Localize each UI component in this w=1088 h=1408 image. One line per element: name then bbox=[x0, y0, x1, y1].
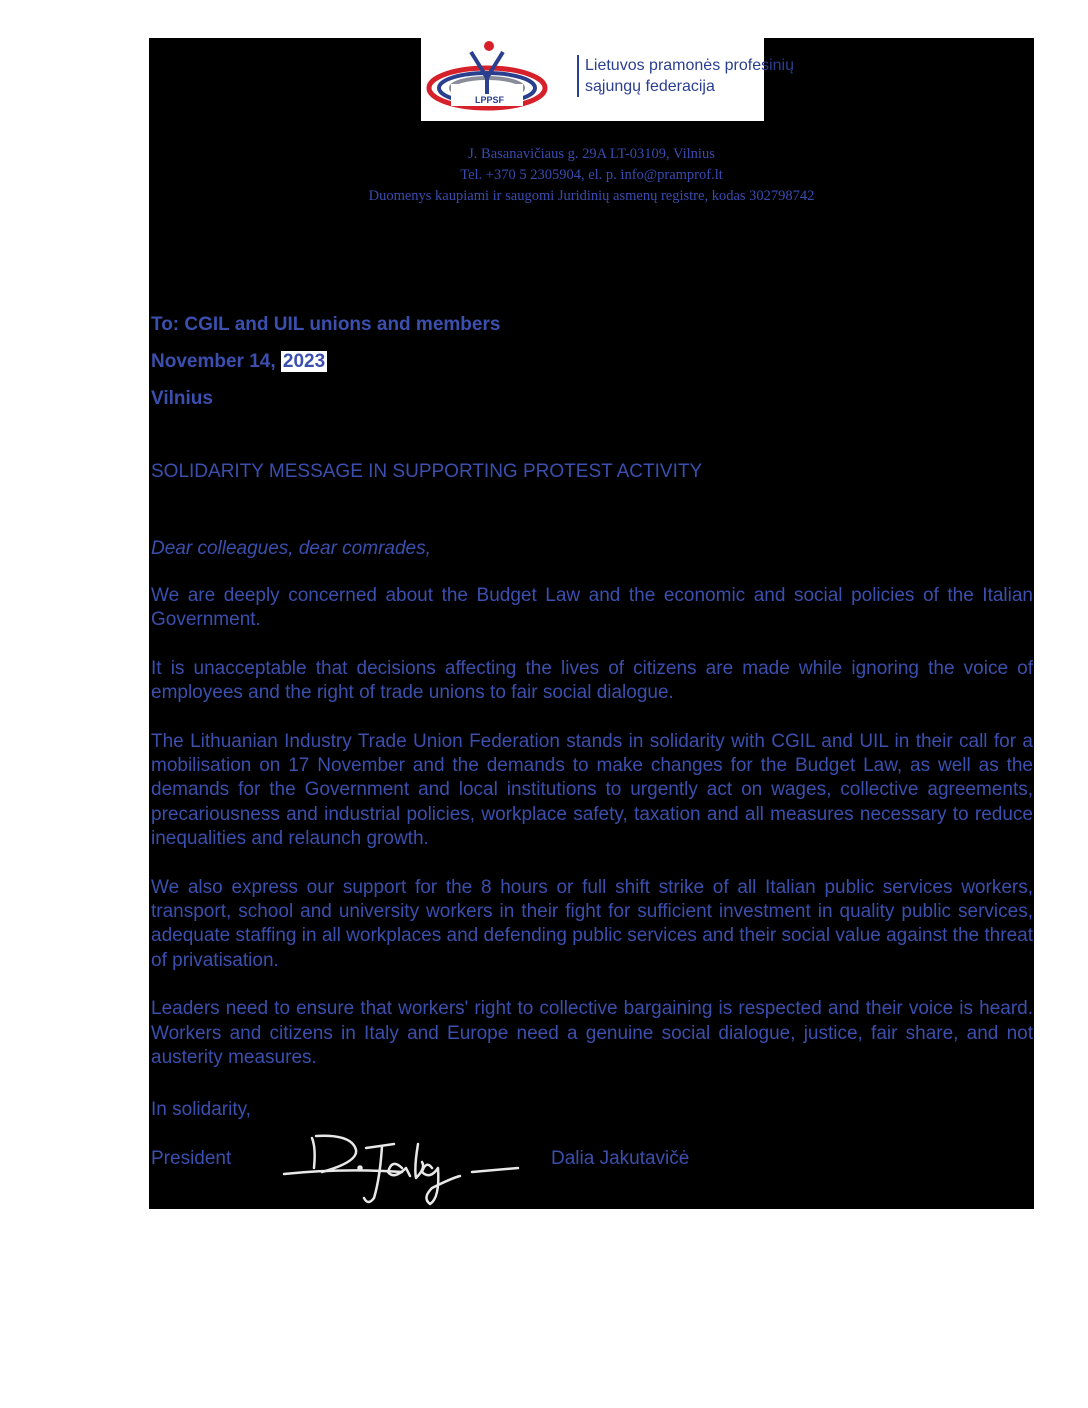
letter-date bbox=[151, 351, 327, 373]
letter-subject: SOLIDARITY MESSAGE IN SUPPORTING PROTEST ACTIVITY bbox=[151, 461, 703, 482]
date-prefix: November 14, bbox=[151, 351, 276, 372]
signatory-name: Dalia Jakutavičė bbox=[551, 1148, 690, 1169]
logo-abbreviation: LPPSF bbox=[475, 95, 505, 105]
letterhead-address bbox=[149, 144, 1034, 207]
date-year: 2023 bbox=[282, 351, 326, 372]
recipient-line: To: CGIL and UIL unions and members bbox=[151, 314, 501, 335]
body-paragraph: Leaders need to ensure that workers' right to collective bargaining is respected and their voice is heard. Workers and citizens in Italy and Europe need a genuine social dialogue, justice, fair share, and not austerity measures. bbox=[151, 998, 1033, 1069]
body-paragraph: We also express our support for the 8 hours or full shift strike of all Italian public services workers, transport, school and university workers in their fight for sufficient investment in quality public services, adequate staffing in all workplaces and defending public services and their social value against the threat of privatisation. bbox=[151, 876, 1033, 971]
letter-city: Vilnius bbox=[151, 388, 213, 409]
body-paragraph: We are deeply concerned about the Budget Law and the economic and social policies of the Italian Government. bbox=[151, 585, 1033, 631]
org-name bbox=[577, 55, 795, 97]
letterhead-logo bbox=[421, 38, 795, 121]
body-paragraph: The Lithuanian Industry Trade Union Federation stands in solidarity with CGIL and UIL in their call for a mobilisation on 17 November and the demands to make changes for the Budget Law, as well as the demands for the Government and local institutions to urgently act on wages, collective agreements, precariousness and industrial policies, workplace safety, taxation and all measures necessary to reduce inequalities and relaunch growth. bbox=[151, 730, 1033, 850]
handwritten-signature bbox=[282, 1128, 522, 1208]
closing-line: In solidarity, bbox=[151, 1099, 251, 1120]
address-line: J. Basanavičiaus g. 29A LT-03109, Vilnius bbox=[468, 146, 715, 162]
org-name-line1: Lietuvos pramonės profesinių bbox=[585, 57, 795, 74]
contact-line: Tel. +370 5 2305904, el. p. info@pramprof.lt bbox=[460, 167, 723, 183]
org-name-line2: sąjungų federacija bbox=[585, 78, 715, 95]
body-paragraph: It is unacceptable that decisions affecting the lives of citizens are made while ignoring the voice of employees and the right of trade unions to fair social dialogue. bbox=[151, 657, 1033, 704]
letter-body bbox=[151, 584, 1033, 1095]
lppsf-emblem-icon bbox=[421, 38, 571, 121]
signatory-title: President bbox=[151, 1148, 232, 1169]
salutation: Dear colleagues, dear comrades, bbox=[151, 538, 431, 559]
registry-line: Duomenys kaupiami ir saugomi Juridinių asmenų registre, kodas 302798742 bbox=[368, 188, 815, 204]
